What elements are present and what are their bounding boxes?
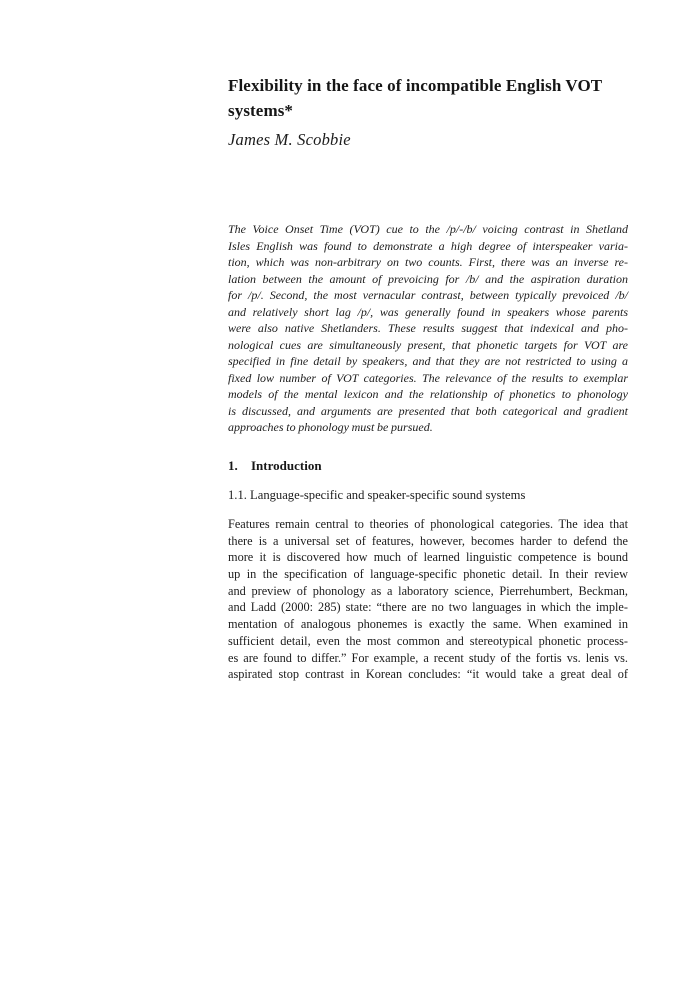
paper-title-line-2: systems* [228, 101, 294, 121]
paper-title-line-1: Flexibility in the face of incompatible English VOT [228, 76, 603, 96]
section-heading [228, 457, 628, 474]
text-line: approaches to phonology must be pursued. [228, 420, 433, 434]
text-line: Features remain central to theories of phonological categories. The idea that [228, 517, 628, 531]
section-number: 1. [228, 458, 238, 473]
text-line: The Voice Onset Time (VOT) cue to the /p/-/b/ voicing contrast in Shetland [228, 222, 628, 236]
text-line: and relatively short lag /p/, was generally found in speakers whose parents [228, 304, 628, 319]
text-line: specified in fine detail by speakers, and that they are not restricted to using a [228, 354, 628, 368]
text-line: tion, which was non-arbitrary on two counts. First, there was an inverse re- [228, 255, 628, 269]
text-line: models of the mental lexicon and the relationship of phonetics to phonology [228, 387, 628, 401]
text-line: aspirated stop contrast in Korean concludes: “it would take a great deal of [228, 667, 628, 682]
text-line: lation between the amount of prevoicing for /b/ and the aspiration duration [228, 271, 628, 286]
text-line: is discussed, and arguments are presented that both categorical and gradient [228, 403, 628, 418]
text-line: nological cues are simultaneously present, that phonetic targets for VOT are [228, 337, 628, 352]
author-name: James M. Scobbie [228, 130, 351, 149]
text-line: were also native Shetlanders. These results suggest that indexical and pho- [228, 321, 628, 335]
text-line: for /p/. Second, the most vernacular contrast, between typically prevoiced /b/ [228, 288, 628, 302]
text-line: Isles English was found to demonstrate a high degree of interspeaker varia- [228, 238, 628, 253]
text-line: up in the specification of language-specific phonetic detail. In their review [228, 567, 628, 582]
text-line: fixed low number of VOT categories. The relevance of the results to exemplar [228, 370, 628, 385]
subsection-heading: 1.1. Language-specific and speaker-specific sound systems [228, 488, 526, 502]
text-line: mentation of analogous phonemes is exactly the same. When examined in [228, 617, 628, 632]
text-line: es are found to differ.” For example, a recent study of the fortis vs. lenis vs. [228, 650, 628, 665]
text-line: sufficient detail, even the most common and stereotypical phonetic process- [228, 633, 628, 648]
body-paragraph [228, 516, 628, 683]
text-line: and preview of phonology as a laboratory science, Pierrehumbert, Beckman, [228, 583, 628, 598]
text-line: more it is discovered how much of learned linguistic competence is bound [228, 550, 628, 565]
paper-title [228, 73, 628, 123]
text-line: there is a universal set of features, however, becomes harder to defend the [228, 533, 628, 548]
abstract-paragraph [228, 221, 628, 436]
text-line: and Ladd (2000: 285) state: “there are no two languages in which the imple- [228, 600, 628, 615]
section-title: Introduction [251, 458, 322, 473]
